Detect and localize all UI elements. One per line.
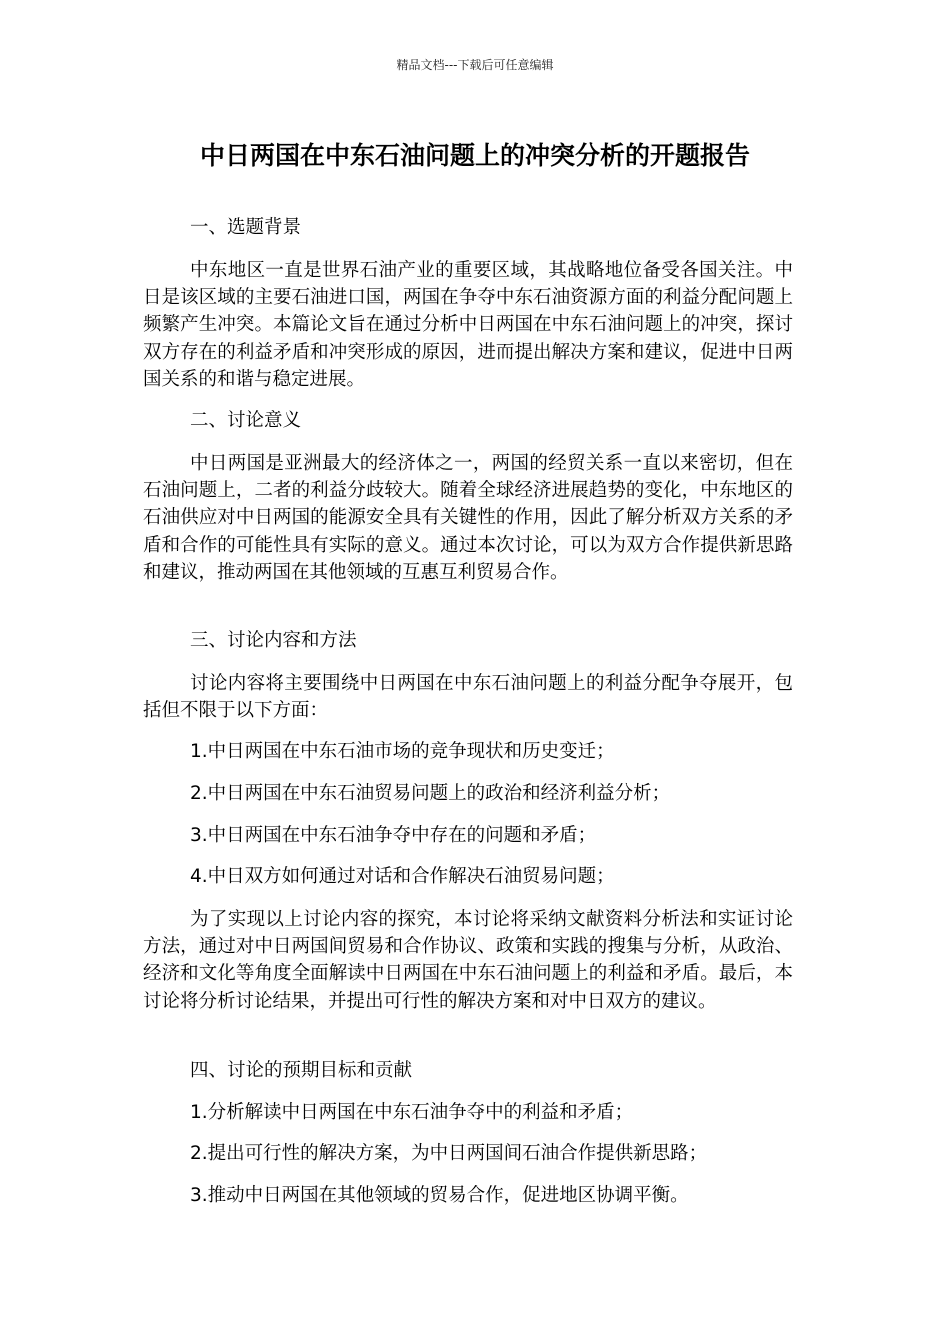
page-header-note: 精品文档---下载后可任意编辑 <box>396 58 554 72</box>
list-item-goal-3: 3.推动中日两国在其他领域的贸易合作，促进地区协调平衡。 <box>190 1185 689 1206</box>
list-item-goal-2: 2.提出可行性的解决方案，为中日两国间石油合作提供新思路； <box>190 1143 708 1164</box>
section-heading-significance: 二、讨论意义 <box>190 410 302 431</box>
list-item-content-1: 1.中日两国在中东石油市场的竞争现状和历史变迁； <box>190 741 615 762</box>
paragraph-content-intro: 讨论内容将主要围绕中日两国在中东石油问题上的利益分配争夺展开，包括但不限于以下方面： <box>143 673 793 722</box>
section-heading-content-method: 三、讨论内容和方法 <box>190 630 357 651</box>
list-item-content-3: 3.中日两国在中东石油争夺中存在的问题和矛盾； <box>190 825 597 846</box>
list-item-content-4: 4.中日双方如何通过对话和合作解决石油贸易问题； <box>190 866 615 887</box>
section-heading-goals: 四、讨论的预期目标和贡献 <box>190 1060 413 1081</box>
section-heading-background: 一、选题背景 <box>190 217 302 238</box>
paragraph-significance: 中日两国是亚洲最大的经济体之一，两国的经贸关系一直以来密切，但在石油问题上，二者的利益分歧较大。随着全球经济进展趋势的变化，中东地区的石油供应对中日两国的能源安全具有关键性的作用，因此了解分析双方关系的矛盾和合作的可能性具有实际的意义。通过本次讨论，可以为双方合作提供新思路和建议，推动两国在其他领域的互惠互利贸易合作。 <box>143 453 793 583</box>
document-title: 中日两国在中东石油问题上的冲突分析的开题报告 <box>199 141 750 170</box>
paragraph-background: 中东地区一直是世界石油产业的重要区域，其战略地位备受各国关注。中日是该区域的主要石油进口国，两国在争夺中东石油资源方面的利益分配问题上频繁产生冲突。本篇论文旨在通过分析中日两国在中东石油问题上的冲突，探讨双方存在的利益矛盾和冲突形成的原因，进而提出解决方案和建议，促进中日两国关系的和谐与稳定进展。 <box>143 260 793 390</box>
paragraph-method: 为了实现以上讨论内容的探究，本讨论将采纳文献资料分析法和实证讨论方法，通过对中日两国间贸易和合作协议、政策和实践的搜集与分析，从政治、经济和文化等角度全面解读中日两国在中东石油问题上的利益和矛盾。最后，本讨论将分析讨论结果，并提出可行性的解决方案和对中日双方的建议。 <box>143 909 793 1012</box>
list-item-goal-1: 1.分析解读中日两国在中东石油争夺中的利益和矛盾； <box>190 1102 634 1123</box>
list-item-content-2: 2.中日两国在中东石油贸易问题上的政治和经济利益分析； <box>190 783 671 804</box>
